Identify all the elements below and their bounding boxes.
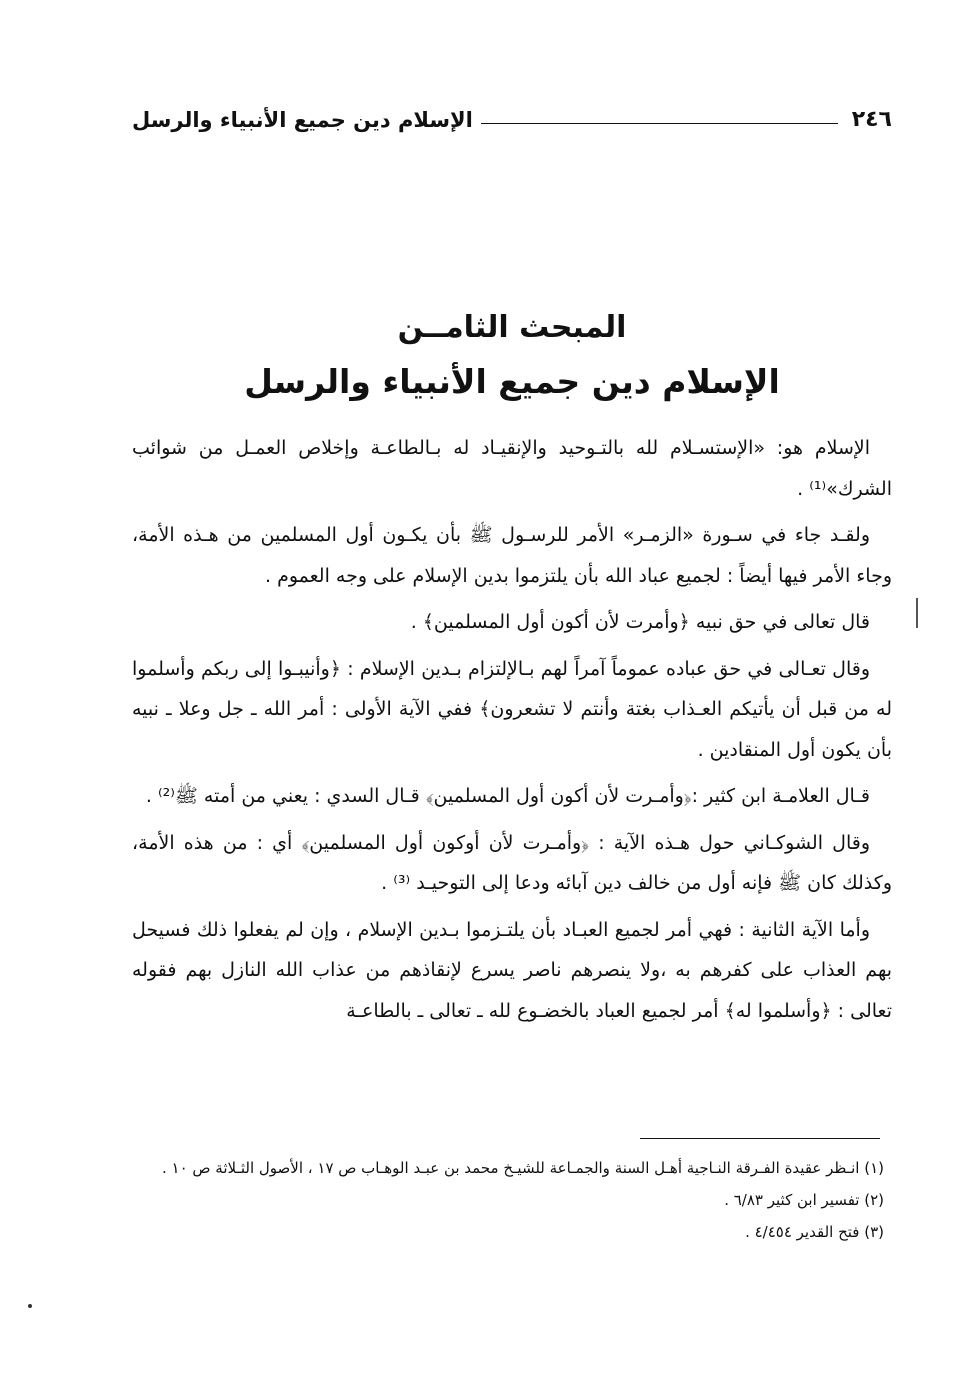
paragraph: وقال تعـالى في حق عباده عموماً آمراً لهم بـالإلتزام بـدين الإسلام : ﴿وأنيبـوا إلى ربكم وأسلموا له من قبل أن يأتيكم العـذاب بغتة وأنتم لا تشعرون﴾ ففي الآية الأولى : أمر الله ـ جل وعلا ـ نبيه بأن يكون أول المنقادين . bbox=[132, 657, 892, 761]
paragraph: قال تعالى في حق نبيه ﴿وأمرت لأن أكون أول المسلمين﴾ . bbox=[410, 611, 870, 633]
footnote: (٣) فتح القدير ٤/٤٥٤ . bbox=[745, 1223, 884, 1241]
margin-mark bbox=[916, 598, 918, 628]
page-number: ٢٤٦ bbox=[851, 107, 892, 132]
footnote: (١) انـظر عقيدة الفـرقة النـاجية أهـل السنة والجمـاعة للشيـخ محمد بن عبـد الوهـاب ص ١٧ ، الأصول الثـلاثة ص ١٠ . bbox=[161, 1159, 884, 1177]
paragraph: وقال الشوكـاني حول هـذه الآية : ﴿وأمـرت لأن أوكون أول المسلمين﴾ أي : من هذه الأمة، وكذلك كان ﷺ فإنه أول من خالف دين آبائه ودعا إلى التوحيـد ⁽³⁾ . bbox=[132, 831, 892, 894]
section-title: الإسلام دين جميع الأنبياء والرسل bbox=[244, 362, 780, 401]
paragraph: وأما الآية الثانية : فهي أمر لجميع العبـاد بأن يلتـزموا بـدين الإسلام ، وإن لم يفعلوا ذلك فسيحل بهم العذاب على كفرهم به ،ولا ينصرهم ناصر يسرع لإنقاذهم من عذاب الله النازل بهم فقوله تعالى : ﴿وأسلموا له﴾ أمر لجميع العباد بالخضـوع لله ـ تعالى ـ بالطاعـة bbox=[132, 918, 892, 1022]
footnote: (٢) تفسير ابن كثير ٦/٨٣ . bbox=[724, 1191, 884, 1209]
paragraph: ولقـد جاء في سـورة «الزمـر» الأمر للرسـول ﷺ بأن يكـون أول المسلمين من هـذه الأمة، وجاء الأمر فيها أيضاً : لجميع عباد الله بأن يلتزموا بدين الإسلام على وجه العموم . bbox=[132, 524, 892, 587]
page-header bbox=[132, 96, 892, 132]
running-title: الإسلام دين جميع الأنبياء والرسل bbox=[132, 108, 473, 132]
footnote-separator bbox=[640, 1138, 880, 1139]
footnotes bbox=[132, 1152, 884, 1248]
paragraph: قـال العلامـة ابن كثير :﴿وأمـرت لأن أكون أول المسلمين﴾ قـال السدي : يعني من أمته ﷺ⁽²⁾ . bbox=[145, 785, 870, 807]
section-label: المبحث الثامــن bbox=[397, 310, 627, 345]
margin-dot bbox=[28, 1304, 32, 1308]
body-text bbox=[132, 428, 892, 1037]
header-rule bbox=[481, 123, 838, 124]
paragraph: الإسلام هو: «الإستسـلام لله بالتـوحيد والإنقيـاد له بـالطاعـة وإخلاص العمـل من شوائب الشرك»⁽¹⁾ . bbox=[132, 437, 892, 500]
